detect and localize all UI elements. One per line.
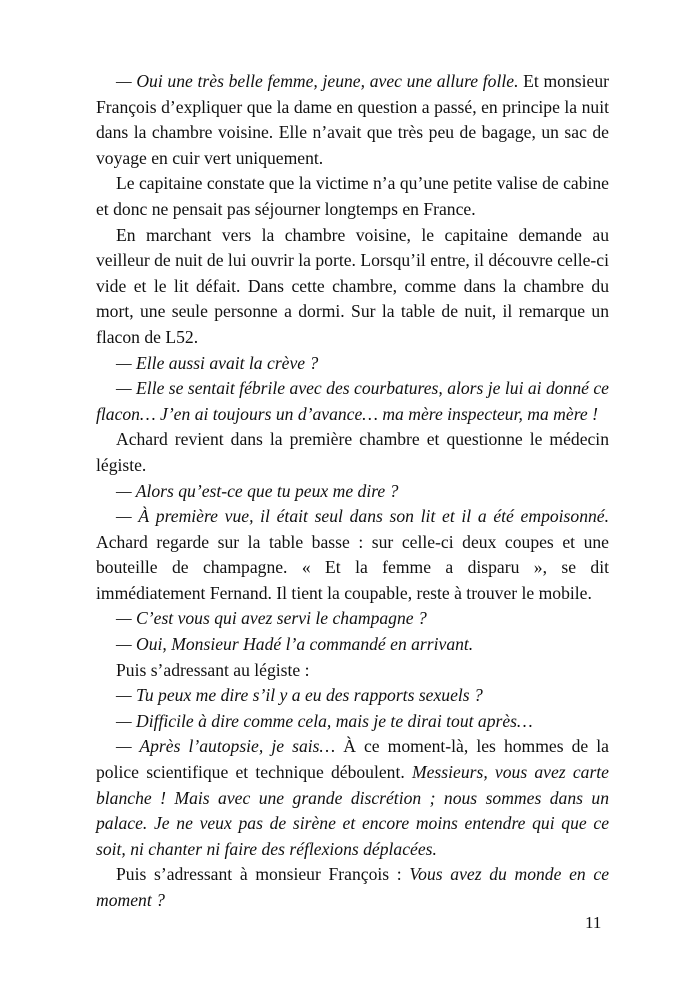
- text-run: Puis s’adressant à monsieur François :: [116, 864, 410, 885]
- paragraph: [96, 658, 609, 684]
- paragraph: [96, 427, 609, 478]
- paragraph: [96, 351, 609, 377]
- italic-run: — Elle se sentait fébrile avec des courbatures, alors je lui ai donné ce flacon… J’en ai toujours un d’avance… ma mère inspecteur, ma mère !: [96, 378, 609, 424]
- text-run: Achard regarde sur la table basse : sur celle-ci deux coupes et une bouteille de champagne. « Et la femme a disparu », se dit immédiatement Fernand. Il tient la coupable, reste à trouver le mobile.: [96, 531, 609, 603]
- page-number: 11: [585, 913, 602, 932]
- italic-run: — Alors qu’est-ce que tu peux me dire ?: [116, 480, 399, 501]
- italic-run: — À première vue, il était seul dans son lit et il a été empoisonné.: [116, 506, 609, 527]
- italic-run: — Difficile à dire comme cela, mais je te dirai tout après…: [116, 710, 533, 731]
- paragraph: [96, 632, 609, 658]
- paragraph: [96, 683, 609, 709]
- paragraph: [96, 376, 609, 427]
- italic-run: — Oui une très belle femme, jeune, avec une allure folle.: [116, 71, 519, 91]
- paragraph: [96, 504, 609, 606]
- text-run: À ce moment-là, les hommes de la police scientifique et technique déboulent.: [96, 736, 609, 783]
- italic-run: Vous avez du monde en ce moment ?: [96, 864, 610, 910]
- text-run: Puis s’adressant au légiste :: [116, 659, 310, 680]
- italic-run: — Elle aussi avait la crève ?: [116, 352, 319, 373]
- body-text: [96, 69, 609, 914]
- paragraph: [96, 862, 609, 913]
- text-run: Le capitaine constate que la victime n’a qu’une petite valise de cabine et donc ne pensait pas séjourner longtemps en France.: [96, 173, 609, 219]
- paragraph: [96, 171, 609, 222]
- italic-run: — C’est vous qui avez servi le champagne ?: [116, 608, 427, 629]
- italic-run: — Tu peux me dire s’il y a eu des rapports sexuels ?: [116, 685, 483, 706]
- paragraph: [96, 734, 609, 862]
- paragraph: [96, 223, 609, 351]
- paragraph: [96, 69, 609, 171]
- text-run: En marchant vers la chambre voisine, le capitaine demande au veilleur de nuit de lui ouvrir la porte. Lorsqu’il entre, il découvre celle-ci vide et le lit défait. Dans cette chambre, comme dans la chambre du mort, une seule personne a dormi. Sur la table de nuit, il remarque un flacon de L52.: [96, 224, 609, 347]
- italic-run: — Oui, Monsieur Hadé l’a commandé en arrivant.: [116, 634, 474, 655]
- text-run: Et monsieur François d’expliquer que la dame en question a passé, en principe la nuit dans la chambre voisine. Elle n’avait que très peu de bagage, un sac de voyage en cuir vert uniquement.: [96, 71, 609, 168]
- text-run: Achard revient dans la première chambre et questionne le médecin légiste.: [96, 429, 609, 475]
- paragraph: [96, 479, 609, 505]
- italic-run: Messieurs, vous avez carte blanche ! Mais avec une grande discrétion ; nous sommes dans un palace. Je ne veux pas de sirène et encore moins entendre qui que ce soit, ni chanter ni faire des réflexions déplacées.: [96, 762, 609, 859]
- paragraph: [96, 606, 609, 632]
- italic-run: — Après l’autopsie, je sais…: [116, 736, 336, 757]
- paragraph: [96, 709, 609, 735]
